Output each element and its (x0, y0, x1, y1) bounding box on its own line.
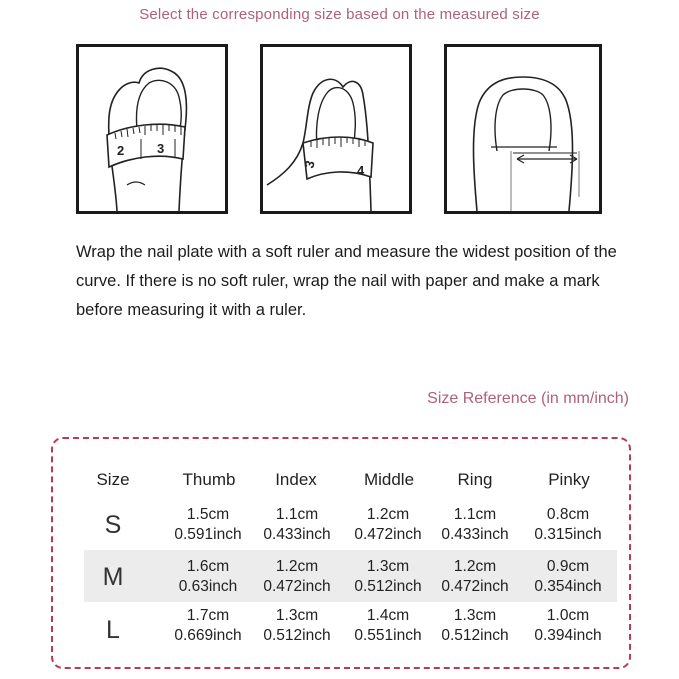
header-size: Size (96, 470, 130, 489)
finger-ruler-icon (79, 47, 225, 211)
size-label-s: S (104, 511, 122, 539)
illustration-panel-1 (76, 44, 228, 214)
cell-s-pinky: 0.8cm 0.315inch (534, 506, 602, 543)
finger-ruler-icon (263, 47, 409, 211)
cell-l-middle: 1.4cm 0.551inch (354, 607, 422, 644)
header-ring: Ring (457, 470, 493, 489)
cell-m-pinky: 0.9cm 0.354inch (534, 558, 602, 595)
size-label-m: M (102, 563, 124, 591)
header-thumb: Thumb (182, 470, 236, 489)
ruler-mark-2: 2 (117, 143, 125, 158)
cell-m-thumb: 1.6cm 0.63inch (178, 558, 238, 595)
ruler-mark-3: 3 (157, 141, 165, 156)
cell-m-ring: 1.2cm 0.472inch (441, 558, 509, 595)
cell-m-middle: 1.3cm 0.512inch (354, 558, 422, 595)
ruler-mark-3: 3 (301, 158, 318, 170)
cell-s-thumb: 1.5cm 0.591inch (174, 506, 242, 543)
cell-s-ring: 1.1cm 0.433inch (441, 506, 509, 543)
illustration-panel-3 (444, 44, 602, 214)
header-index: Index (275, 470, 317, 489)
measurement-instruction: Wrap the nail plate with a soft ruler and measure the widest position of the curve. If there is no soft ruler, wrap the nail with paper and make a mark before measuring it with a ruler. (76, 243, 617, 319)
size-label-l: L (106, 616, 120, 644)
header-middle: Middle (363, 470, 415, 489)
cell-l-index: 1.3cm 0.512inch (263, 607, 331, 644)
cell-s-middle: 1.2cm 0.472inch (354, 506, 422, 543)
ruler-mark-4: 4 (357, 163, 365, 178)
cell-l-pinky: 1.0cm 0.394inch (534, 607, 602, 644)
size-reference-title: Size Reference (in mm/inch) (427, 390, 629, 407)
cell-s-index: 1.1cm 0.433inch (263, 506, 331, 543)
cell-l-ring: 1.3cm 0.512inch (441, 607, 509, 644)
nail-width-arrow-icon (447, 47, 599, 211)
header-pinky: Pinky (548, 470, 590, 489)
page-heading: Select the corresponding size based on the measured size (139, 6, 540, 23)
cell-m-index: 1.2cm 0.472inch (263, 558, 331, 595)
cell-l-thumb: 1.7cm 0.669inch (174, 607, 242, 644)
illustration-panel-2 (260, 44, 412, 214)
